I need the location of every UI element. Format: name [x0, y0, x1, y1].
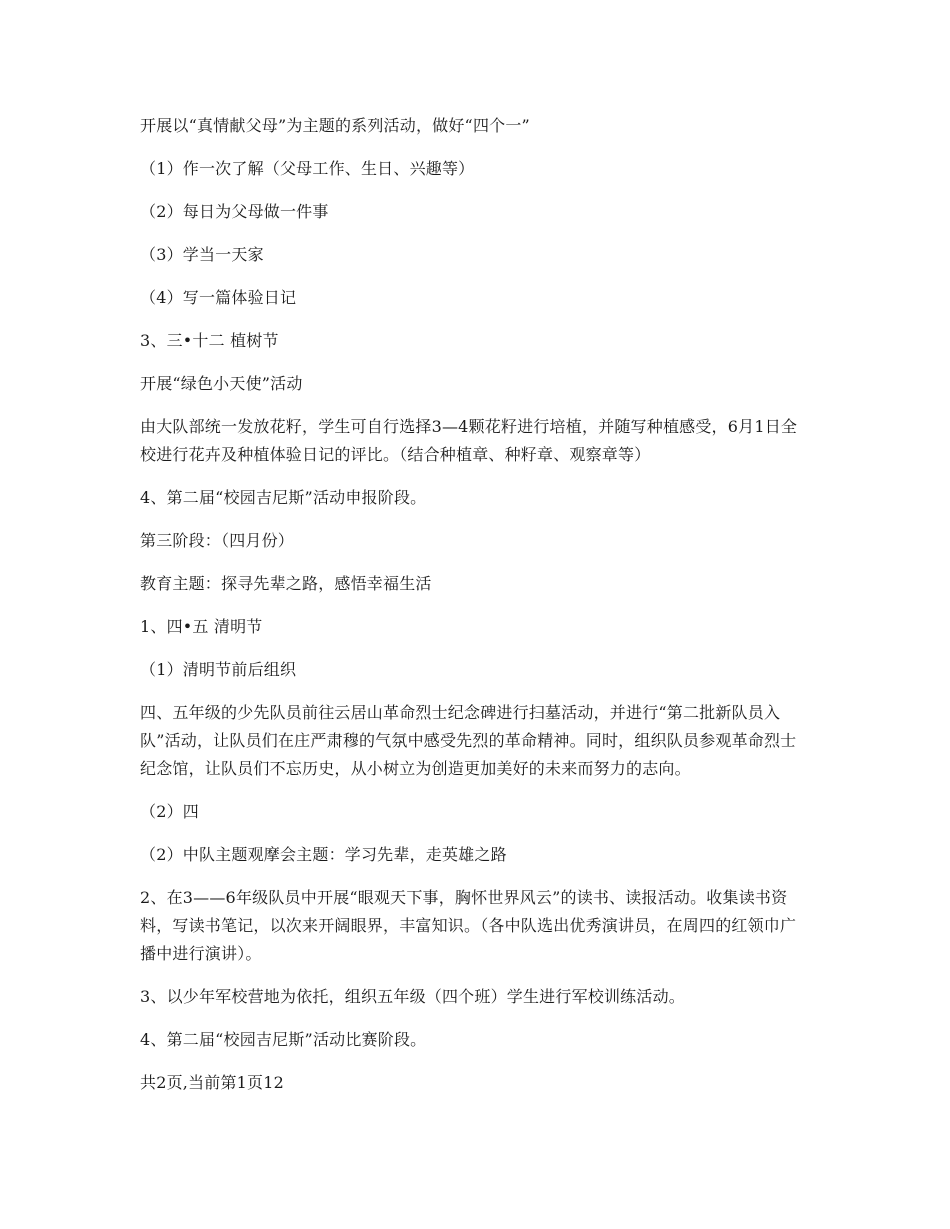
- paragraph: 2、在3——6年级队员中开展“眼观天下事，胸怀世界风云”的读书、读报活动。收集读书资料，写读书笔记，以次来开阔眼界，丰富知识。（各中队选出优秀演讲员，在周四的红领巾广播中进行演讲）。: [140, 888, 797, 963]
- paragraph: 4、第二届“校园吉尼斯”活动申报阶段。: [140, 488, 427, 507]
- list-item: （3）学当一天家: [140, 245, 264, 264]
- list-item: （2）每日为父母做一件事: [140, 202, 329, 221]
- page-indicator: 共2页,当前第1页12: [140, 1073, 285, 1092]
- paragraph-intro: 开展以“真情献父母”为主题的系列活动，做好“四个一”: [140, 116, 530, 135]
- paragraph: 由大队部统一发放花籽，学生可自行选择3—4颗花籽进行培植，并随写种植感受，6月1日全校进行花卉及种植体验日记的评比。（结合种植章、种籽章、观察章等）: [140, 417, 798, 464]
- paragraph: 4、第二届“校园吉尼斯”活动比赛阶段。: [140, 1030, 427, 1049]
- paragraph: 四、五年级的少先队员前往云居山革命烈士纪念碑进行扫墓活动，并进行“第二批新队员入队”活动，让队员们在庄严肃穆的气氛中感受先烈的革命精神。同时，组织队员参观革命烈士纪念馆，让队员们不忘历史，从小树立为创造更加美好的未来而努力的志向。: [140, 703, 797, 778]
- education-theme: 教育主题：探寻先辈之路，感悟幸福生活: [140, 574, 432, 593]
- section-heading-qingming: 1、四•五 清明节: [140, 617, 263, 636]
- stage-heading: 第三阶段：（四月份）: [140, 531, 295, 550]
- list-item: （2）中队主题观摩会主题：学习先辈，走英雄之路: [140, 845, 507, 864]
- section-heading-arbor-day: 3、三•十二 植树节: [140, 331, 279, 350]
- list-item: （2）四: [140, 802, 199, 821]
- list-item: （1）作一次了解（父母工作、生日、兴趣等）: [140, 159, 475, 178]
- paragraph: 开展“绿色小天使”活动: [140, 374, 303, 393]
- document-body: [140, 112, 812, 1112]
- list-item: （4）写一篇体验日记: [140, 288, 297, 307]
- list-item: （1）清明节前后组织: [140, 660, 297, 679]
- paragraph: 3、以少年军校营地为依托，组织五年级（四个班）学生进行军校训练活动。: [140, 987, 685, 1006]
